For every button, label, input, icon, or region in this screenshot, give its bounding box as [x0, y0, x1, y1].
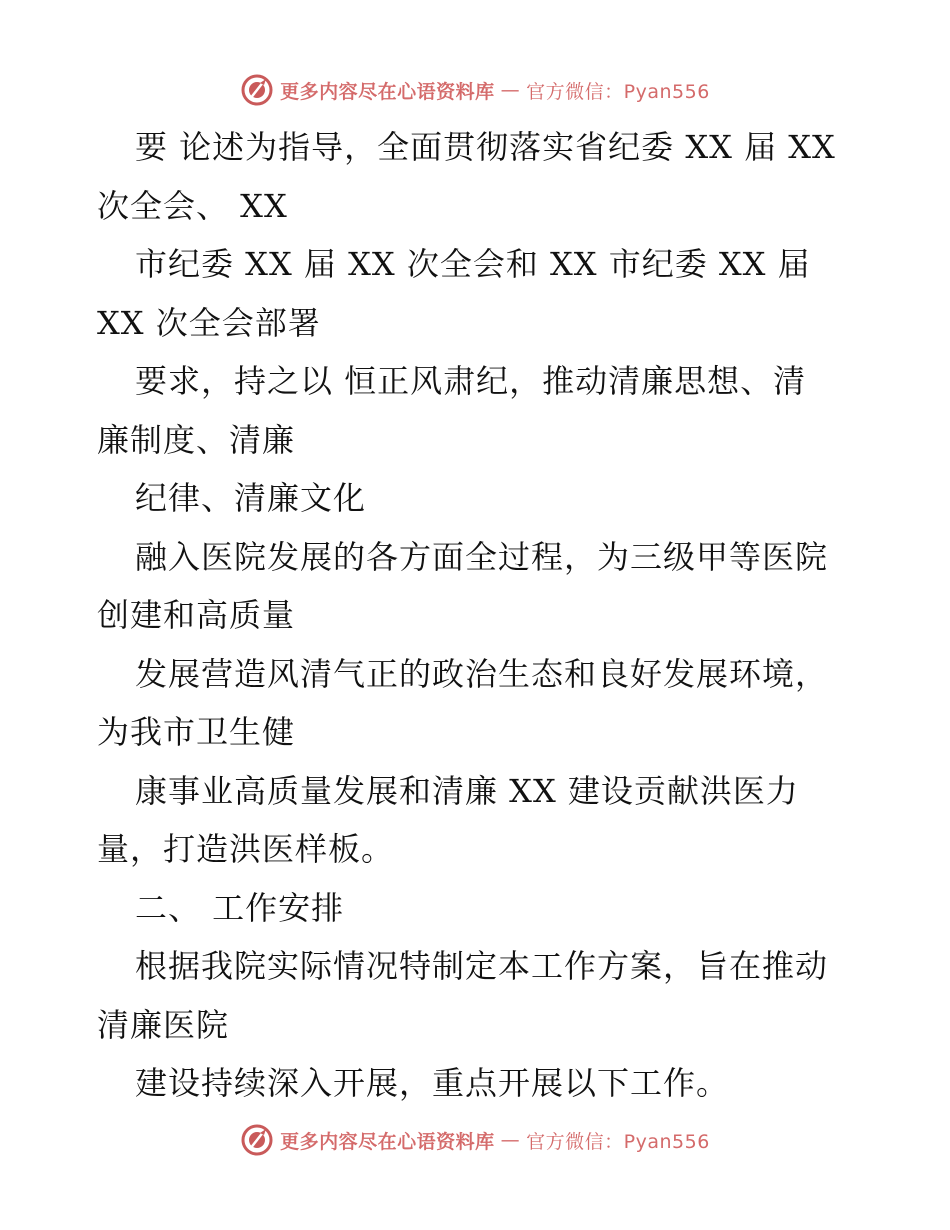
text-line: 量，打造洪医样板。 — [97, 830, 395, 868]
seal-logo-icon — [240, 73, 274, 107]
text-line: 清廉医院 — [97, 1005, 230, 1044]
text-line: 为我市卫生健 — [97, 713, 296, 751]
text-line: 建设持续深入开展，重点开展以下工作。 — [135, 1064, 730, 1102]
watermark-wechat: 官方微信：Pyan556 — [526, 80, 710, 103]
text-line: 融入医院发展的各方面全过程，为三级甲等医院 — [135, 537, 829, 576]
text-line: 康事业高质量发展和清廉 XX 建设贡献洪医力 — [135, 771, 799, 810]
text-line: 要求，持之以 恒正风肃纪，推动清廉思想、清 — [135, 362, 807, 400]
text-line: 市纪委 XX 届 XX 次全会和 XX 市纪委 XX 届 — [135, 245, 811, 283]
text-line: 廉制度、清廉 — [97, 420, 296, 459]
text-line: 纪律、清廉文化 — [135, 479, 367, 517]
text-line: 要 论述为指导，全面贯彻落实省纪委 XX 届 XX — [135, 128, 836, 166]
section-heading: 二、 工作安排 — [135, 888, 345, 927]
text-line: XX 次全会部署 — [97, 303, 321, 342]
watermark-text: 更多内容尽在心语资料库 — [280, 1130, 495, 1153]
watermark-wechat: 官方微信：Pyan556 — [526, 1130, 710, 1153]
watermark-separator: — — [500, 79, 521, 101]
seal-logo-icon — [240, 1123, 274, 1157]
text-line: 次全会、 XX — [97, 186, 288, 225]
text-line: 创建和高质量 — [97, 596, 296, 634]
watermark-text: 更多内容尽在心语资料库 — [280, 80, 495, 103]
header-watermark — [0, 70, 950, 110]
text-line: 发展营造风清气正的政治生态和良好发展环境， — [135, 654, 829, 693]
document-body — [97, 118, 877, 1113]
text-line: 根据我院实际情况特制定本工作方案，旨在推动 — [135, 947, 829, 985]
watermark-separator: — — [500, 1129, 521, 1151]
footer-watermark — [0, 1120, 950, 1160]
